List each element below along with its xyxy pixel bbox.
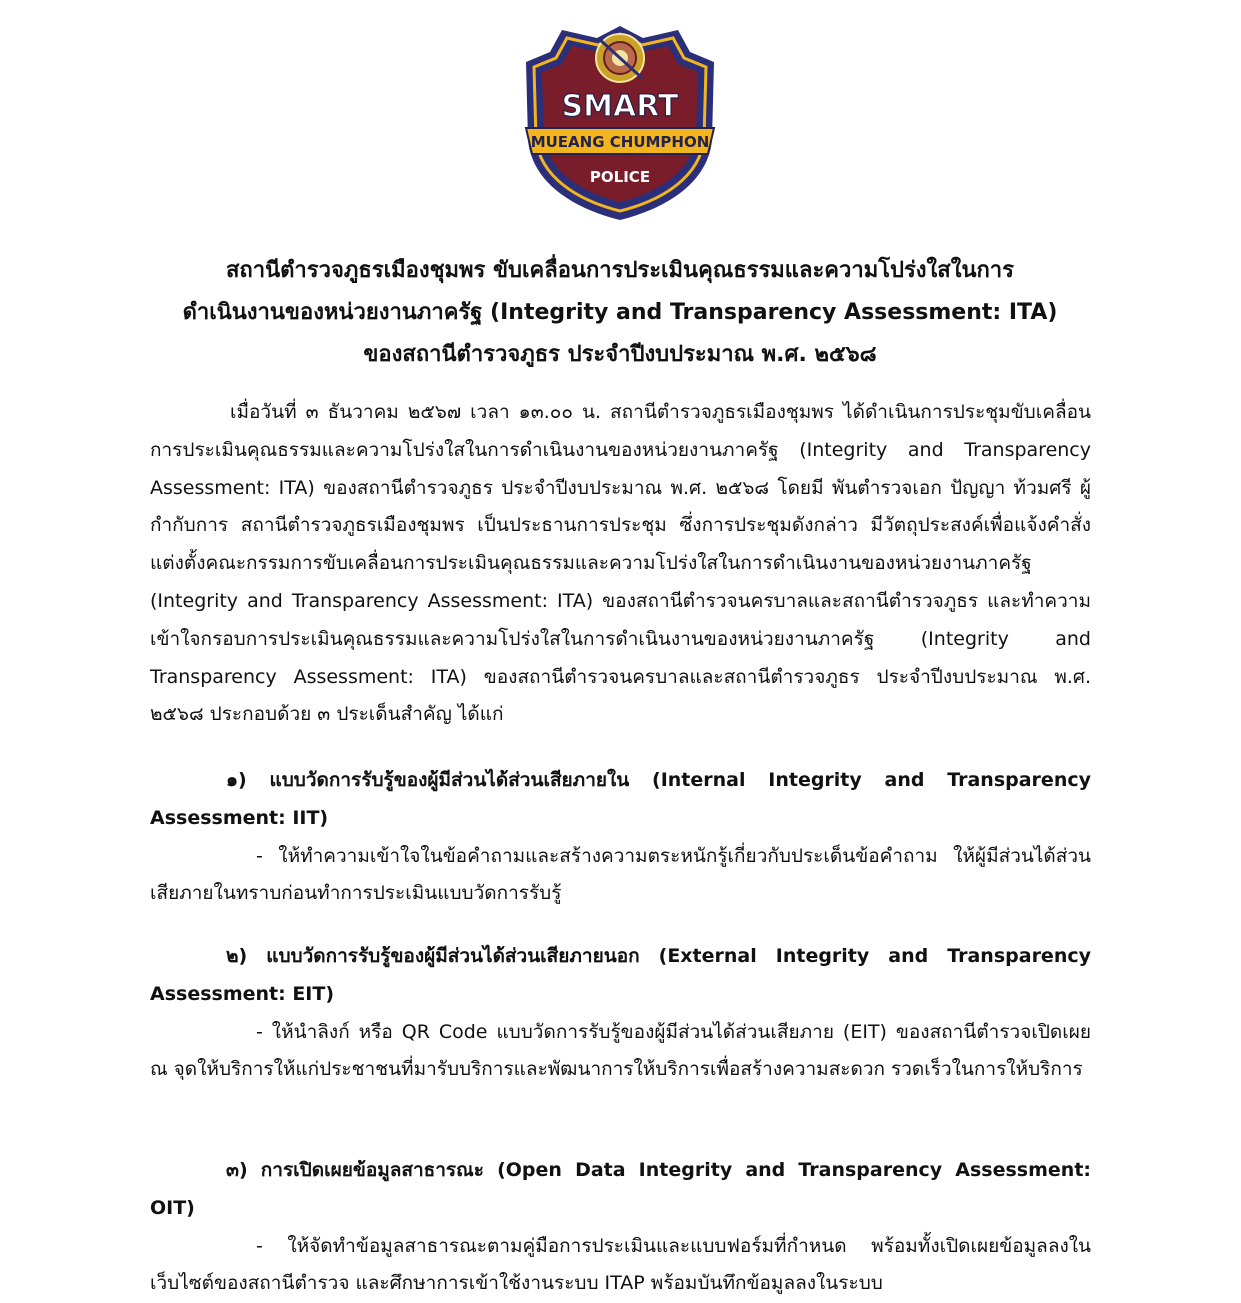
intro-paragraph: เมื่อวันที่ ๓ ธันวาคม ๒๕๖๗ เวลา ๑๓.๐๐ น. สถานีตำรวจภูธรเมืองชุมพร ได้ดำเนินการประชุมขับเคลื่อนการประเมินคุณธรรมและความโปร่งใสในการดำเนินงานของหน่วยงานภาครัฐ (Integrity and Transparency Assessment: ITA) ของสถานีตำรวจภูธร ประจำปีงบประมาณ พ.ศ. ๒๕๖๘ โดยมี พันตำรวจเอก ปัญญา ท้วมศรี ผู้กำกับการ สถานีตำรวจภูธรเมืองชุมพร เป็นประธานการประชุม ซึ่งการประชุมดังกล่าว มีวัตถุประสงค์เพื่อแจ้งคำสั่งแต่งตั้งคณะกรรมการขับเคลื่อนการประเมินคุณธรรมและความโปร่งใสในการดำเนินงานของหน่วยงานภาครัฐ (Integrity and Transparency Assessment: ITA) ของสถานีตำรวจนครบาลและสถานีตำรวจภูธร และทำความเข้าใจกรอบการประเมินคุณธรรมและความโปร่งใสในการดำเนินงานของหน่วยงานภาครัฐ (Integrity and Transparency Assessment: ITA) ของสถานีตำรวจนครบาลและสถานีตำรวจภูธร ประจำปีงบประมาณ พ.ศ. ๒๕๖๘ ประกอบด้วย ๓ ประเด็นสำคัญ ได้แก่ (150, 401, 1091, 726)
list-item (150, 1152, 1091, 1303)
logo-text-smart: SMART (561, 89, 679, 124)
item-description: - ให้นำลิงก์ หรือ QR Code แบบวัดการรับรู้ของผู้มีส่วนได้ส่วนเสียภาย (EIT) ของสถานีตำรวจเปิดเผย ณ จุดให้บริการให้แก่ประชาชนที่มารับบริการและพัฒนาการให้บริการเพื่อสร้างความสะดวก รวดเร็วในการให้บริการ (150, 1020, 1091, 1081)
logo-text-police: POLICE (589, 168, 651, 186)
item-description: - ให้จัดทำข้อมูลสาธารณะตามคู่มือการประเมินและแบบฟอร์มที่กำหนด พร้อมทั้งเปิดเผยข้อมูลลงในเว็บไซต์ของสถานีตำรวจ และศึกษาการเข้าใช้งานระบบ ITAP พร้อมบันทึกข้อมูลลงในระบบ (150, 1234, 1091, 1295)
logo-text-mueang-chumphon: MUEANG CHUMPHON (530, 133, 710, 151)
title-line-2: ดำเนินงานของหน่วยงานภาครัฐ (Integrity and Transparency Assessment: ITA) (182, 300, 1058, 325)
police-badge-logo (518, 22, 722, 224)
document-title (120, 250, 1120, 376)
title-line-1: สถานีตำรวจภูธรเมืองชุมพร ขับเคลื่อนการประเมินคุณธรรมและความโปร่งใสในการ (226, 258, 1014, 283)
item-heading: ๒) แบบวัดการรับรู้ของผู้มีส่วนได้ส่วนเสียภายนอก (External Integrity and Transparency Assessment: EIT) (150, 945, 1091, 1005)
intro-section (150, 394, 1091, 734)
title-line-3: ของสถานีตำรวจภูธร ประจำปีงบประมาณ พ.ศ. ๒๕๖๘ (363, 342, 877, 367)
list-item (150, 762, 1091, 913)
item-heading: ๑) แบบวัดการรับรู้ของผู้มีส่วนได้ส่วนเสียภายใน (Internal Integrity and Transparency Assessment: IIT) (150, 769, 1091, 829)
item-description: - ให้ทำความเข้าใจในข้อคำถามและสร้างความตระหนักรู้เกี่ยวกับประเด็นข้อคำถาม ให้ผู้มีส่วนได้ส่วนเสียภายในทราบก่อนทำการประเมินแบบวัดการรับรู้ (150, 844, 1091, 905)
item-heading: ๓) การเปิดเผยข้อมูลสาธารณะ (Open Data Integrity and Transparency Assessment: OIT) (150, 1159, 1091, 1219)
list-item (150, 938, 1091, 1089)
